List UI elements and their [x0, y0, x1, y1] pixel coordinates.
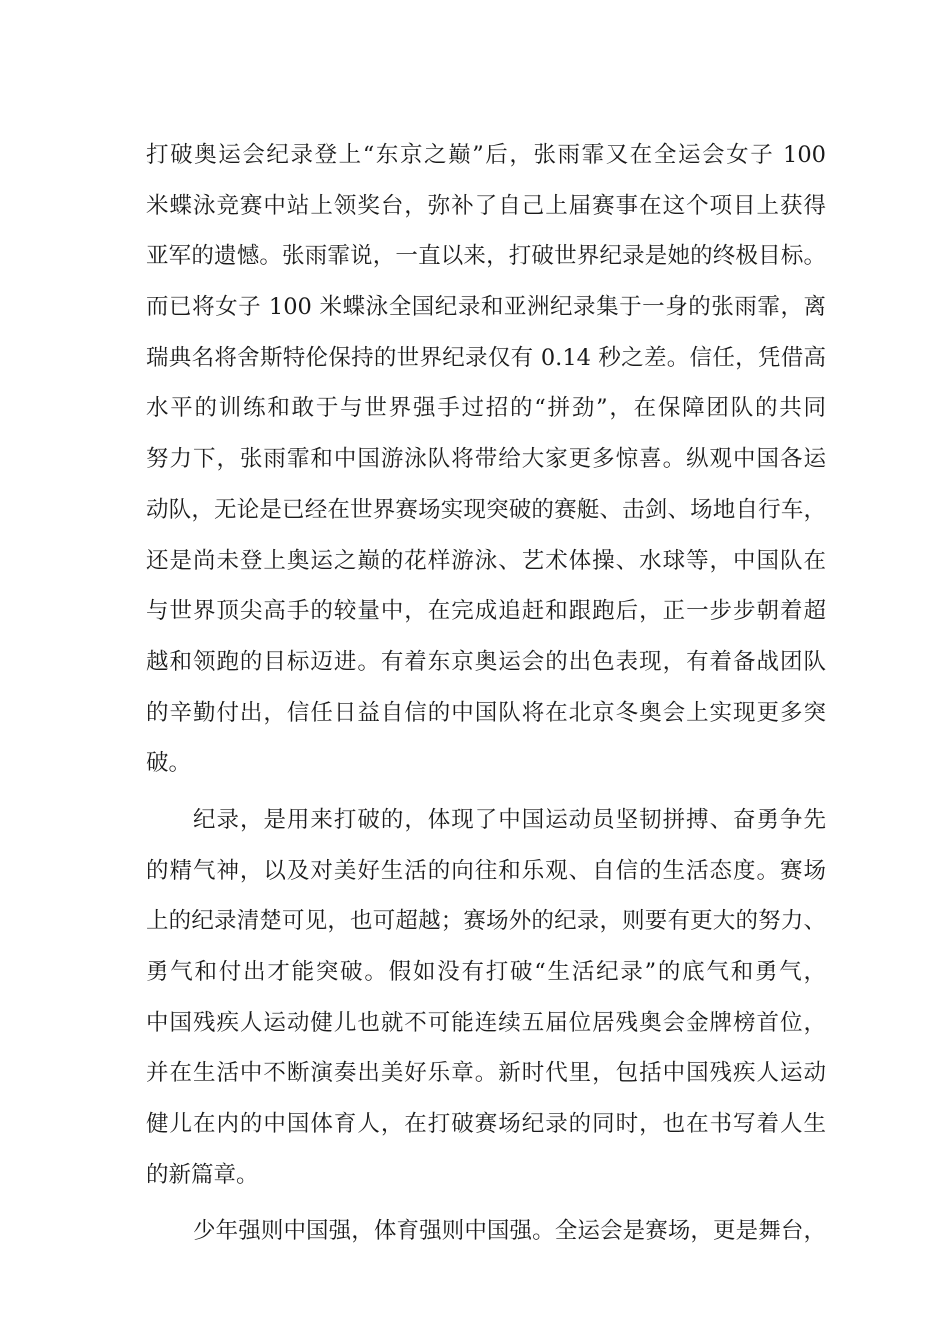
text-line: 并在生活中不断演奏出美好乐章。新时代里，包括中国残疾人运动 [146, 1060, 826, 1087]
text-line: 勇气和付出才能突破。假如没有打破“生活纪录”的底气和勇气， [146, 959, 826, 985]
text-line: 米蝶泳竞赛中站上领奖台，弥补了自己上届赛事在这个项目上获得 [146, 192, 826, 219]
text-line: 纪录，是用来打破的，体现了中国运动员坚韧拼搏、奋勇争先 [193, 806, 826, 833]
text-line: 亚军的遗憾。张雨霏说，一直以来，打破世界纪录是她的终极目标。 [146, 243, 826, 270]
text-line: 中国残疾人运动健儿也就不可能连续五届位居残奥会金牌榜首位， [146, 1009, 826, 1036]
text-line: 水平的训练和敢于与世界强手过招的“拼劲”，在保障团队的共同 [146, 395, 826, 422]
text-line: 破。 [146, 750, 192, 777]
text-line: 上的纪录清楚可见，也可超越；赛场外的纪录，则要有更大的努力、 [146, 908, 826, 935]
text-line: 打破奥运会纪录登上“东京之巅”后，张雨霏又在全运会女子 100 [146, 142, 826, 168]
text-line: 还是尚未登上奥运之巅的花样游泳、艺术体操、水球等，中国队在 [146, 547, 826, 574]
text-line: 瑞典名将舍斯特伦保持的世界纪录仅有 0.14 秒之差。信任，凭借高 [146, 344, 826, 371]
text-line: 少年强则中国强，体育强则中国强。全运会是赛场，更是舞台， [193, 1218, 826, 1245]
text-line: 越和领跑的目标迈进。有着东京奥运会的出色表现，有着备战团队 [146, 648, 826, 675]
text-line: 的新篇章。 [146, 1161, 259, 1188]
text-line: 努力下，张雨霏和中国游泳队将带给大家更多惊喜。纵观中国各运 [146, 446, 826, 473]
text-line: 与世界顶尖高手的较量中，在完成追赶和跟跑后，正一步步朝着超 [146, 598, 826, 625]
text-line: 而已将女子 100 米蝶泳全国纪录和亚洲纪录集于一身的张雨霏，离 [146, 294, 826, 321]
text-line: 动队，无论是已经在世界赛场实现突破的赛艇、击剑、场地自行车， [146, 496, 826, 523]
text-line: 的辛勤付出，信任日益自信的中国队将在北京冬奥会上实现更多突 [146, 699, 826, 726]
body-text [146, 130, 826, 1257]
text-line: 的精气神，以及对美好生活的向往和乐观、自信的生活态度。赛场 [146, 857, 826, 884]
text-line: 健儿在内的中国体育人，在打破赛场纪录的同时，也在书写着人生 [146, 1111, 826, 1138]
